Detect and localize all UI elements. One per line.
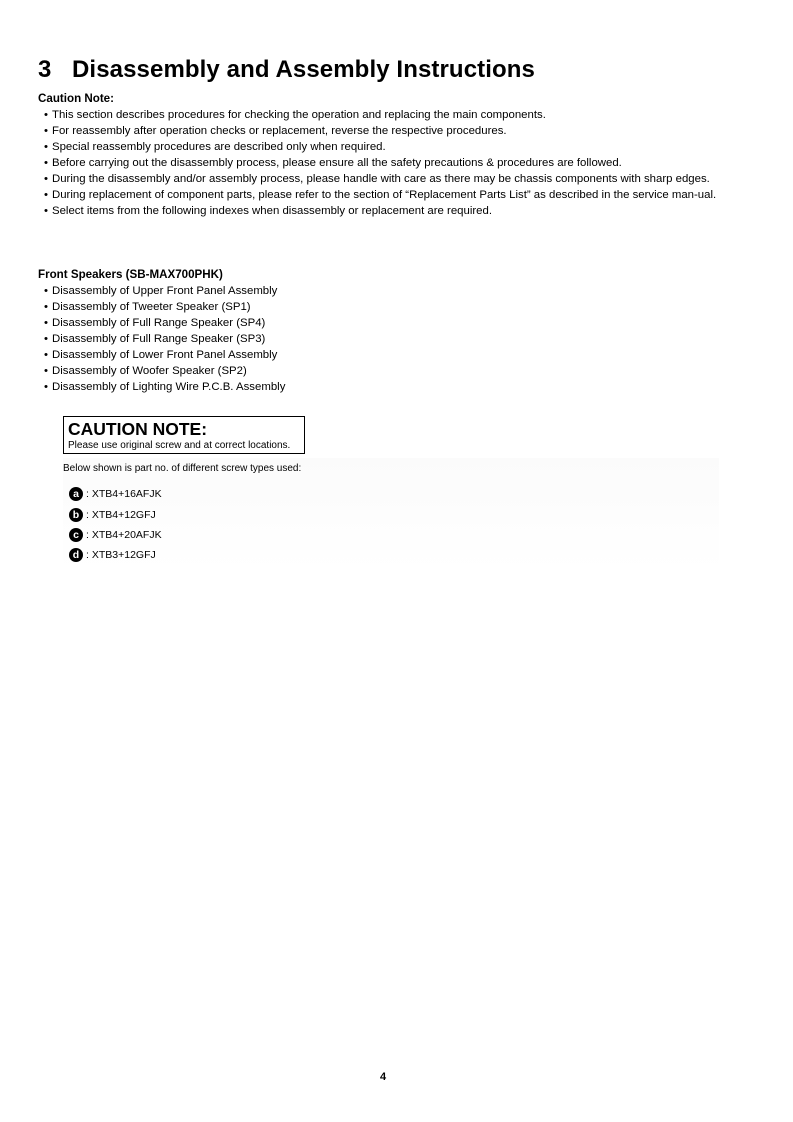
section-number: 3 <box>38 56 52 83</box>
index-link[interactable]: • Disassembly of Lower Front Panel Assembly <box>44 349 278 361</box>
caution-box-title: CAUTION NOTE: <box>68 419 208 439</box>
list-item: • During the disassembly and/or assembly process, please handle with care as there may be chassis components with sharp edges. <box>44 173 710 185</box>
screw-types-intro: Below shown is part no. of different screw types used: <box>63 463 302 474</box>
index-link[interactable]: • Disassembly of Tweeter Speaker (SP1) <box>44 301 251 313</box>
index-link[interactable]: • Disassembly of Lighting Wire P.C.B. Assembly <box>44 381 286 393</box>
list-item: • This section describes procedures for checking the operation and replacing the main components. <box>44 109 546 121</box>
caution-box-text: Please use original screw and at correct locations. <box>68 440 291 451</box>
list-item: • Special reassembly procedures are described only when required. <box>44 141 386 153</box>
list-item: • Before carrying out the disassembly process, please ensure all the safety precautions & procedures are followed. <box>44 157 622 169</box>
front-speakers-title: Front Speakers (SB-MAX700PHK) <box>38 268 223 281</box>
screw-type-row <box>69 486 162 502</box>
caution-note-list <box>44 107 730 219</box>
front-speakers-index <box>44 283 730 395</box>
screw-types-panel <box>63 458 719 572</box>
screw-letter-badge-icon: b <box>69 508 83 522</box>
section-title: Disassembly and Assembly Instructions <box>72 56 535 83</box>
screw-letter-badge-icon: d <box>69 548 83 562</box>
screw-letter-badge-icon: c <box>69 528 83 542</box>
list-item: • During replacement of component parts, please refer to the section of “Replacement Parts List” as described in the service man-ual. <box>44 189 717 201</box>
index-link[interactable]: • Disassembly of Woofer Speaker (SP2) <box>44 365 247 377</box>
screw-part-number: : XTB3+12GFJ <box>86 549 156 561</box>
screw-type-row <box>69 527 162 543</box>
index-link[interactable]: • Disassembly of Full Range Speaker (SP3) <box>44 333 266 345</box>
screw-type-row <box>69 547 156 563</box>
screw-part-number: : XTB4+12GFJ <box>86 509 156 521</box>
screw-part-number: : XTB4+20AFJK <box>86 529 162 541</box>
screw-type-row <box>69 507 156 523</box>
section-heading <box>38 56 535 84</box>
caution-note-title: Caution Note: <box>38 92 114 105</box>
list-item: • Select items from the following indexes when disassembly or replacement are required. <box>44 205 493 217</box>
caution-box <box>63 416 305 454</box>
screw-part-number: : XTB4+16AFJK <box>86 488 162 500</box>
index-link[interactable]: • Disassembly of Full Range Speaker (SP4) <box>44 317 266 329</box>
list-item: • For reassembly after operation checks or replacement, reverse the respective procedures. <box>44 125 507 137</box>
page-number: 4 <box>379 1071 387 1083</box>
index-link[interactable]: • Disassembly of Upper Front Panel Assembly <box>44 285 278 297</box>
screw-letter-badge-icon: a <box>69 487 83 501</box>
